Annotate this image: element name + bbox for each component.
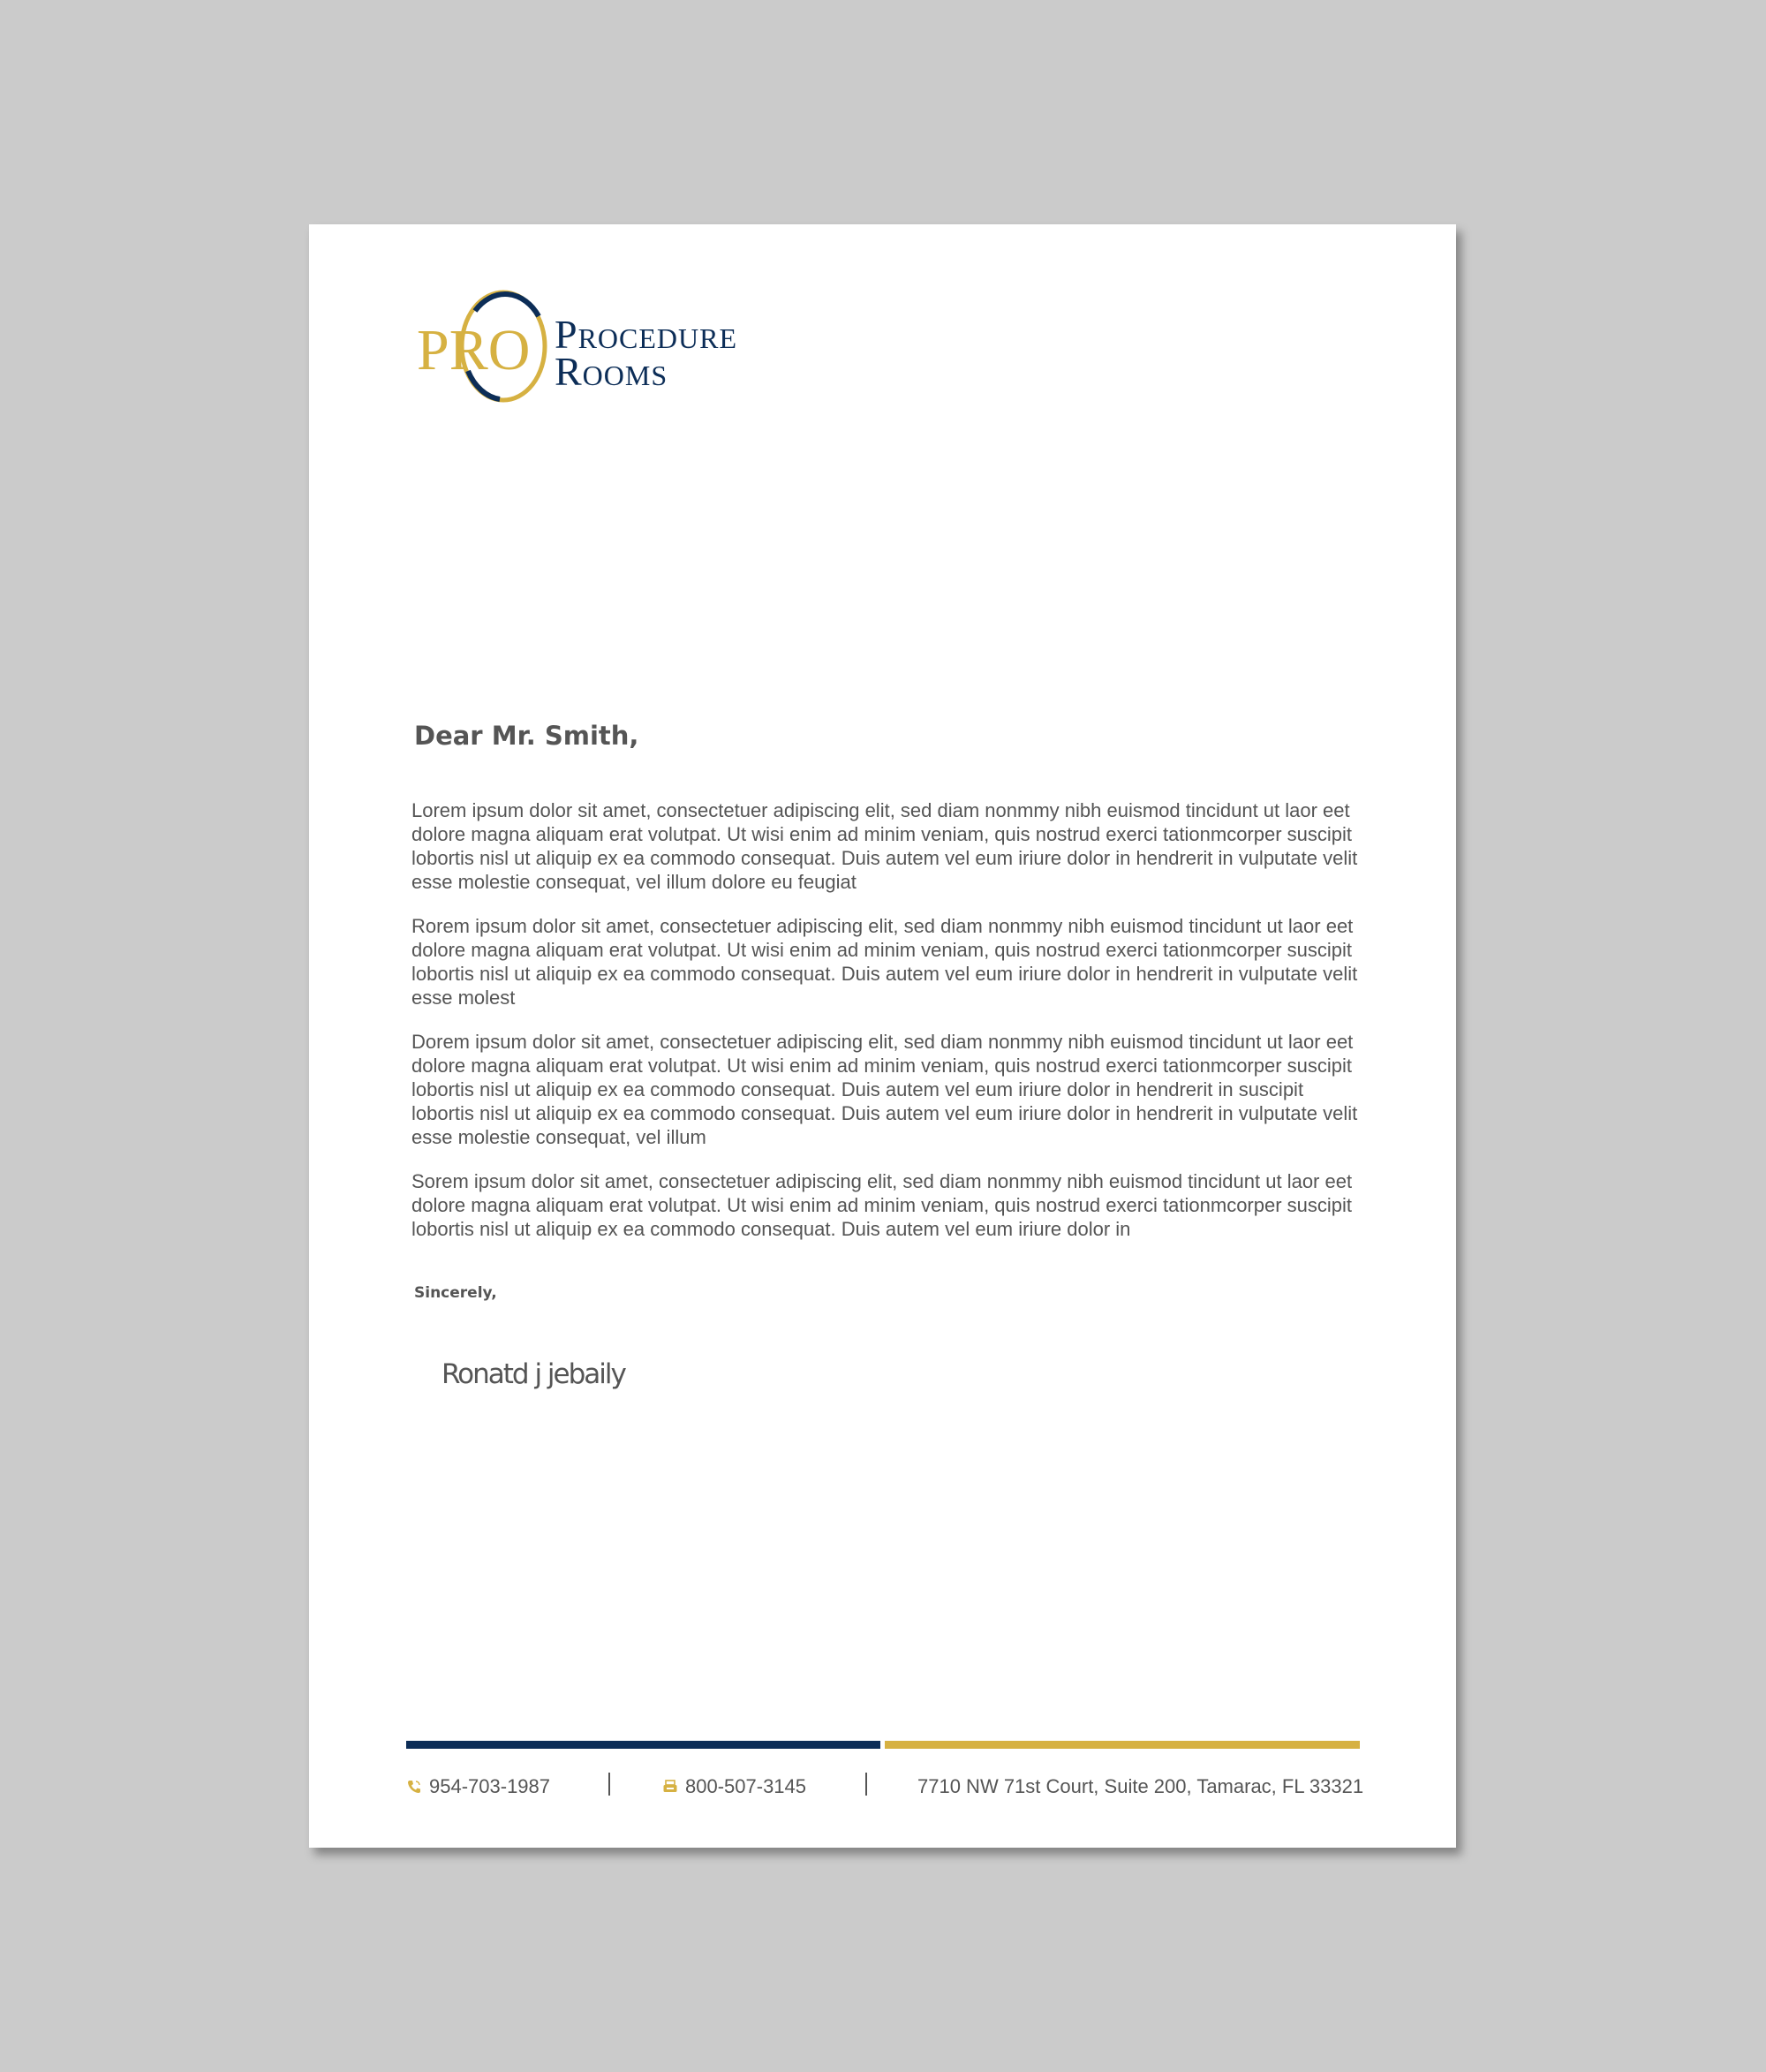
procedure-rooms-logo — [413, 290, 819, 413]
footer-phone — [406, 1775, 550, 1798]
logo-mark-text: PRO — [417, 318, 531, 382]
footer-fax-number: 800-507-3145 — [685, 1775, 807, 1797]
fax-icon — [662, 1779, 678, 1795]
footer-bar-navy — [406, 1741, 880, 1749]
footer-phone-number: 954-703-1987 — [429, 1775, 551, 1797]
letterhead-page — [309, 224, 1456, 1848]
letter-body — [411, 798, 1365, 1261]
footer-bar-gold — [885, 1741, 1360, 1749]
body-paragraph: Rorem ipsum dolor sit amet, consectetuer adipiscing elit, sed diam nonmmy nibh euismod tincidunt ut laor eet dolore magna aliquam erat volutpat. Ut wisi enim ad minim veniam, quis nostrud exerci tationmcorper suscipit lobortis nisl ut aliquip ex ea commodo consequat. Duis autem vel eum iriure dolor in hendrerit in vulputate velit esse molest — [411, 915, 1358, 1009]
letter-greeting: Dear Mr. Smith, — [414, 721, 639, 751]
phone-icon — [406, 1779, 422, 1795]
body-paragraph: Sorem ipsum dolor sit amet, consectetuer adipiscing elit, sed diam nonmmy nibh euismod tincidunt ut laor eet dolore magna aliquam erat volutpat. Ut wisi enim ad minim veniam, quis nostrud exerci tationmcorper suscipit lobortis nisl ut aliquip ex ea commodo consequat. Duis autem vel eum iriure dolor in — [411, 1170, 1353, 1240]
footer-address-text: 7710 NW 71st Court, Suite 200, Tamarac, FL 33321 — [917, 1775, 1364, 1797]
logo-name-line1: Procedure — [555, 312, 738, 357]
footer-fax — [662, 1775, 806, 1798]
footer-separator — [865, 1773, 867, 1796]
logo-name-line2: Rooms — [555, 349, 668, 394]
letter-closing: Sincerely, — [414, 1284, 497, 1302]
body-paragraph: Dorem ipsum dolor sit amet, consectetuer adipiscing elit, sed diam nonmmy nibh euismod tincidunt ut laor eet dolore magna aliquam erat volutpat. Ut wisi enim ad minim veniam, quis nostrud exerci tationmcorper suscipit lobortis nisl ut aliquip ex ea commodo consequat. Duis autem vel eum iriure dolor in hendrerit in suscipit lobortis nisl ut aliquip ex ea commodo consequat. Duis autem vel eum iriure dolor in hendrerit in vulputate velit esse molestie consequat, vel illum — [411, 1031, 1358, 1148]
signature: Ronatd j jebaily — [442, 1358, 625, 1390]
footer-separator — [608, 1773, 610, 1796]
footer-address — [917, 1775, 1363, 1798]
body-paragraph: Lorem ipsum dolor sit amet, consectetuer adipiscing elit, sed diam nonmmy nibh euismod tincidunt ut laor eet dolore magna aliquam erat volutpat. Ut wisi enim ad minim veniam, quis nostrud exerci tationmcorper suscipit lobortis nisl ut aliquip ex ea commodo consequat. Duis autem vel eum iriure dolor in hendrerit in vulputate velit esse molestie consequat, vel illum dolore eu feugiat — [411, 799, 1358, 893]
